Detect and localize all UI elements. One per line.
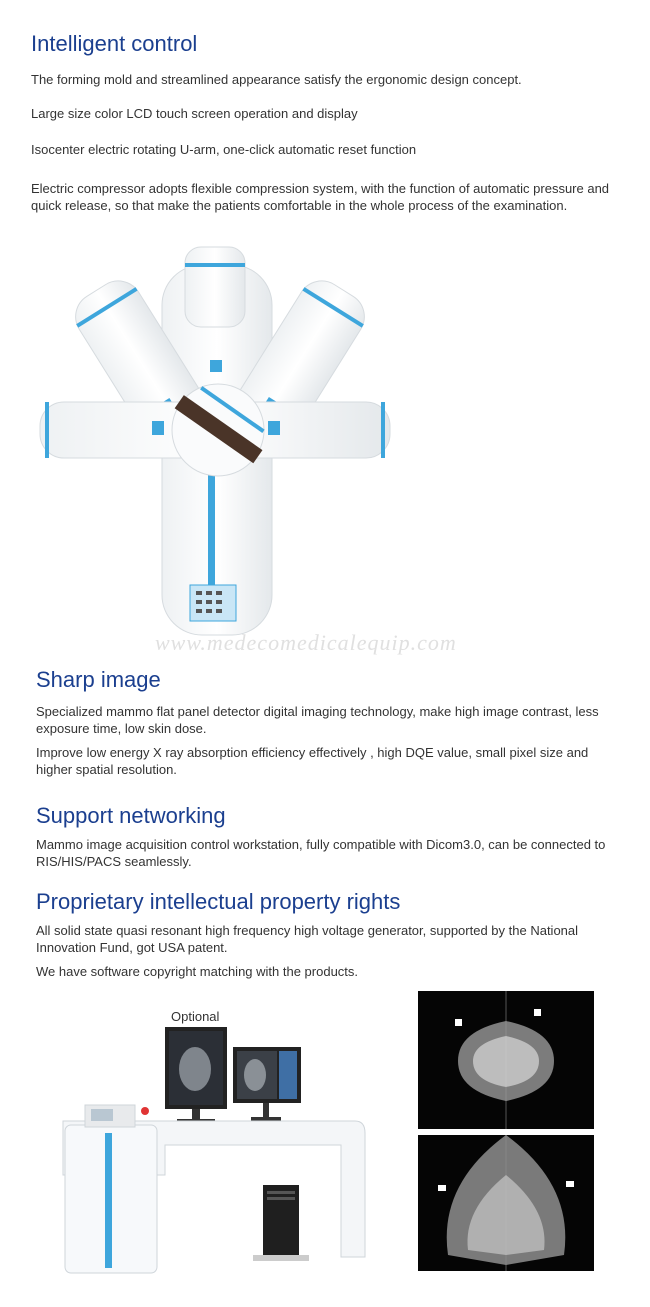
mammogram-mlo-view-image <box>418 1135 594 1271</box>
paragraph: Specialized mammo flat panel detector digital imaging technology, make high image contrast, less exposure time, low skin dose. <box>36 704 599 736</box>
section-title-intellectual-property: Proprietary intellectual property rights <box>36 889 401 914</box>
paragraph: We have software copyright matching with the products. <box>36 964 359 979</box>
paragraph: Mammo image acquisition control workstation, fully compatible with Dicom3.0, can be connected to RIS/HIS/PACS seamlessly. <box>36 837 606 869</box>
workstation-image <box>55 1025 370 1275</box>
optional-caption: Optional <box>171 1009 220 1024</box>
paragraph: Isocenter electric rotating U-arm, one-click automatic reset function <box>31 142 417 157</box>
paragraph: Large size color LCD touch screen operation and display <box>31 106 358 121</box>
paragraph: The forming mold and streamlined appearance satisfy the ergonomic design concept. <box>31 72 522 87</box>
u-arm-rotation-image <box>30 235 410 655</box>
section-title-sharp-image: Sharp image <box>36 667 161 692</box>
paragraph: Improve low energy X ray absorption efficiency effectively , high DQE value, small pixel size and higher spatial resolution. <box>36 745 589 777</box>
section-title-support-networking: Support networking <box>36 803 226 828</box>
paragraph: Electric compressor adopts flexible compression system, with the function of automatic pressure and quick release, so that make the patients comfortable in the whole process of the examination. <box>31 181 610 213</box>
watermark: www.medecomedicalequip.com <box>155 630 457 655</box>
paragraph: All solid state quasi resonant high frequency high voltage generator, supported by the National Innovation Fund, got USA patent. <box>36 923 579 955</box>
mammogram-cc-view-image <box>418 991 594 1129</box>
section-title-intelligent-control: Intelligent control <box>31 31 198 56</box>
